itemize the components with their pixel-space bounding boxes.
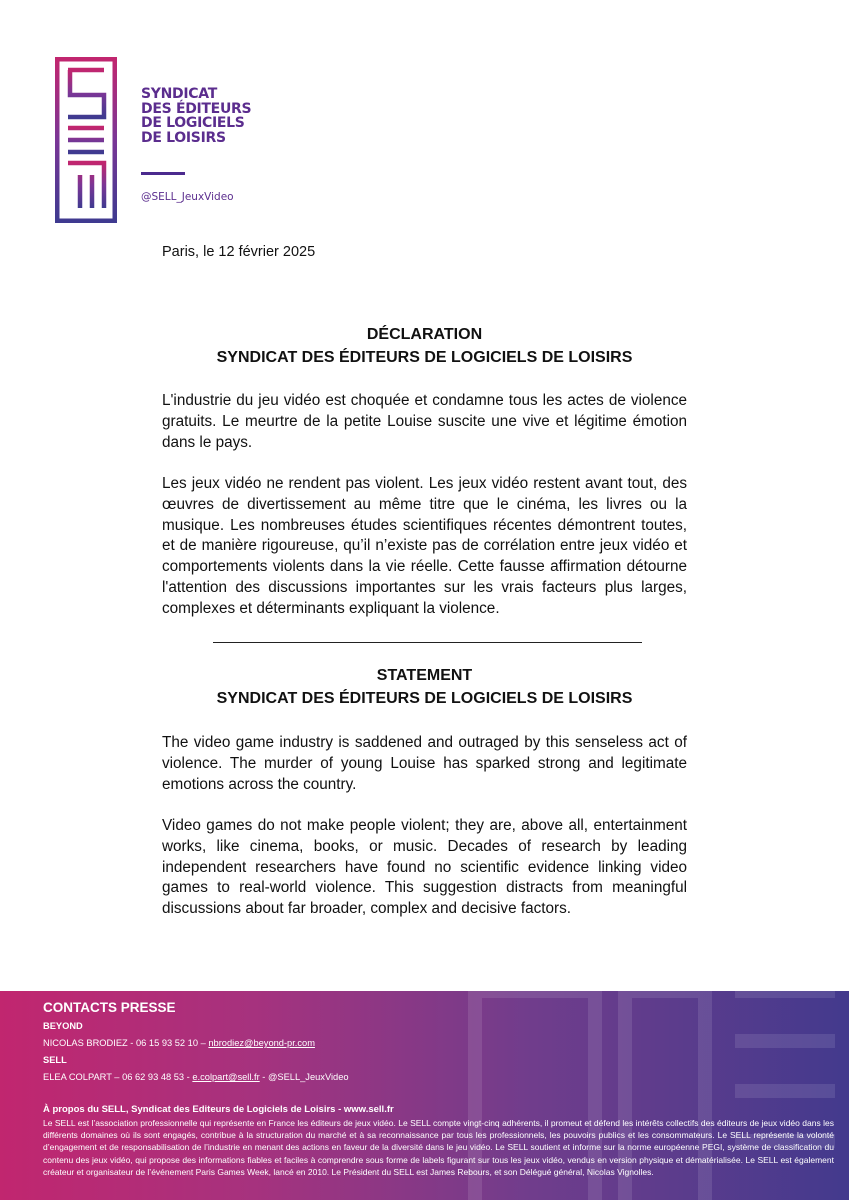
brand-name-line: SYNDICAT — [141, 86, 217, 102]
brand-divider — [141, 172, 185, 175]
agency-beyond: BEYOND — [43, 1021, 83, 1031]
press-footer — [0, 991, 849, 1200]
contacts-title: CONTACTS PRESSE — [43, 1000, 176, 1015]
brand-handle: @SELL_JeuxVideo — [141, 191, 234, 203]
about-title: À propos du SELL, Syndicat des Editeurs de Logiciels de Loisirs - www.sell.fr — [43, 1104, 394, 1115]
sell-logo-icon — [55, 57, 117, 223]
letter-date: Paris, le 12 février 2025 — [162, 244, 316, 260]
en-paragraph-2: Video games do not make people violent; they are, above all, entertainment works, like cinema, books, or music. Decades of research by leading independent researchers have found no scientific evidence linking video games to real-world violence. This suggestion distracts from meaningful discussions about far broader, complex and decisive factors. — [162, 817, 687, 918]
brand-name-line: DE LOISIRS — [141, 129, 226, 146]
fr-paragraph-1: L'industrie du jeu vidéo est choquée et condamne tous les actes de violence gratuits. Le meurtre de la petite Louise suscite une vive et légitime émotion dans le pays. — [162, 392, 687, 451]
en-paragraph-1: The video game industry is saddened and outraged by this senseless act of violence. The murder of young Louise has sparked strong and legitimate emotions across the country. — [162, 734, 687, 793]
contact-line-beyond — [43, 1038, 315, 1048]
contact-handle: - @SELL_JeuxVideo — [259, 1072, 349, 1082]
contact-text: NICOLAS BRODIEZ - 06 15 93 52 10 – — [43, 1038, 209, 1048]
email-link[interactable]: nbrodiez@beyond-pr.com — [208, 1038, 315, 1048]
fr-title-line1: DÉCLARATION — [366, 326, 483, 343]
email-link[interactable]: e.colpart@sell.fr — [192, 1072, 260, 1082]
en-title-line1: STATEMENT — [376, 667, 473, 684]
fr-title-line2: SYNDICAT DES ÉDITEURS DE LOGICIELS DE LOISIRS — [216, 349, 633, 366]
about-text: Le SELL est l’association professionnelle qui représente en France les éditeurs de jeux vidéo. Le SELL compte vingt-cinq adhérents, il promeut et défend les intérêts collectifs des éditeurs de jeux vidéo dans les différents domaines où ils sont engagés, contribue à la structuration du marché et à sa reconnaissance par tous les professionnels, les pouvoirs publics et les consommateurs. Le SELL représente la volonté d’engagement et de responsabilisation de l’industrie en menant des actions en faveur de la diversité dans le jeu vidéo. Le SELL soutient et informe sur la norme européenne PEGI, système de classification du contenu des jeux vidéo, qui propose des informations fiables et faciles à comprendre sous forme de labels figurant sur tous les jeux vidéo, vendus en version physique et dématérialisée. Le SELL est également créateur et organisateur de l’événement Paris Games Week, lancé en 2010. Le Président du SELL est James Rebours, et son Délégué général, Nicolas Vignolles. — [43, 1118, 834, 1177]
contact-text: ELEA COLPART – 06 62 93 48 53 - — [43, 1072, 193, 1082]
agency-sell: SELL — [43, 1055, 67, 1065]
brand-name-line: DES ÉDITEURS — [141, 100, 252, 117]
brand-name-line: DE LOGICIELS — [141, 115, 245, 131]
section-divider — [213, 642, 642, 643]
en-title — [162, 664, 687, 710]
contact-line-sell — [43, 1072, 349, 1082]
fr-paragraph-2: Les jeux vidéo ne rendent pas violent. Les jeux vidéo restent avant tout, des œuvres de divertissement au même titre que le cinéma, les livres ou la musique. Les nombreuses études scientifiques récentes démontrent toutes, et de manière rigoureuse, qu’il n’existe pas de corrélation entre jeux vidéo et comportements violents dans la vie réelle. Cette fausse affirmation détourne l'attention des discussions importantes sur les vrais facteurs plus larges, complexes et déterminants expliquant la violence. — [162, 475, 687, 617]
en-title-line2: SYNDICAT DES ÉDITEURS DE LOGICIELS DE LOISIRS — [216, 690, 633, 707]
brand-name — [141, 87, 251, 145]
fr-title — [162, 323, 687, 369]
